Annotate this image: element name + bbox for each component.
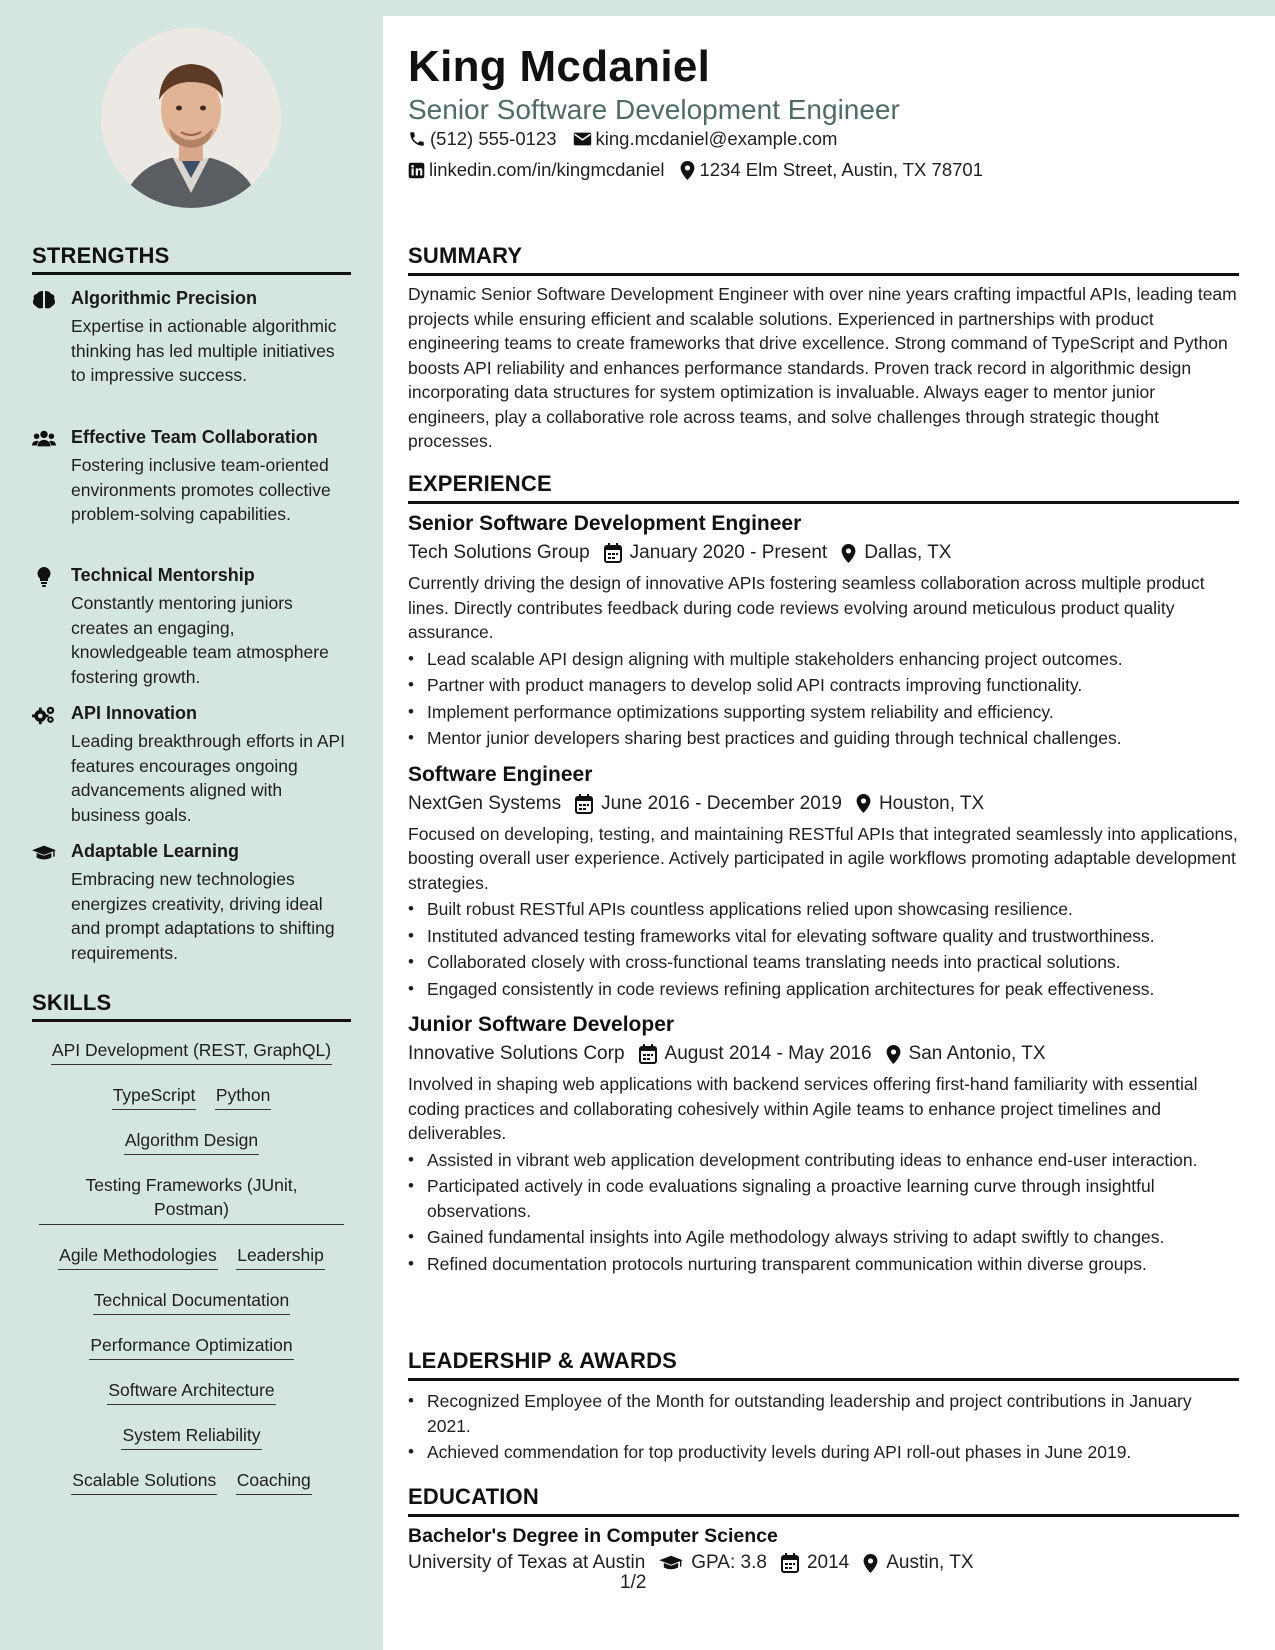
gears-icon: [32, 705, 56, 725]
phone-icon: [408, 130, 426, 148]
job-bullet: • Assisted in vibrant web application development contributing ideas to enhance end-user interaction.: [408, 1148, 1239, 1173]
education-section: [408, 1484, 1239, 1574]
strength-item: [32, 565, 352, 685]
awards-bullets: [408, 1389, 1239, 1465]
strength-item: [32, 288, 352, 408]
job-dates: June 2016 - December 2019: [601, 792, 842, 814]
awards-heading: LEADERSHIP & AWARDS: [408, 1348, 678, 1373]
strength-title: Algorithmic Precision: [71, 288, 258, 308]
summary-divider: [408, 273, 1239, 276]
job-bullet: • Built robust RESTful APIs countless applications relied upon showcasing resilience.: [408, 897, 1239, 922]
page-number: 1/2: [620, 1572, 647, 1593]
job-bullet: • Lead scalable API design aligning with multiple stakeholders enhancing project outcomes.: [408, 647, 1239, 672]
strength-desc: Expertise in actionable algorithmic thinking has led multiple initiatives to impressive success.: [71, 316, 337, 385]
strength-title: API Innovation: [71, 703, 197, 723]
skill-tag: Agile Methodologies: [58, 1243, 218, 1270]
calendar-icon: [639, 1044, 657, 1064]
graduation-cap-icon: [32, 843, 56, 863]
calendar-icon: [575, 794, 593, 814]
skill-tag: Coaching: [236, 1468, 312, 1495]
strength-desc: Embracing new technologies energizes creativity, driving ideal and prompt adaptations to shifting requirements.: [71, 869, 335, 963]
candidate-name: King Mcdaniel: [408, 42, 711, 91]
users-icon: [32, 429, 56, 449]
job-dates: January 2020 - Present: [629, 542, 828, 563]
education-divider: [408, 1514, 1239, 1517]
job-bullet: • Implement performance optimizations supporting system reliability and efficiency.: [408, 700, 1239, 725]
award-bullet: • Recognized Employee of the Month for outstanding leadership and project contributions in January 2021.: [408, 1389, 1239, 1438]
calendar-icon: [604, 543, 622, 563]
strength-title: Adaptable Learning: [71, 841, 240, 861]
skills-row: [32, 1128, 351, 1155]
skill-tag: Technical Documentation: [93, 1288, 291, 1315]
skill-tag: System Reliability: [121, 1423, 261, 1450]
calendar-icon: [781, 1553, 799, 1573]
skills-row: [32, 1333, 351, 1360]
skill-tag: API Development (REST, GraphQL): [51, 1038, 332, 1065]
profile-photo: [101, 28, 281, 208]
email-contact[interactable]: [573, 128, 838, 150]
map-pin-icon: [856, 794, 871, 813]
school-name: University of Texas at Austin: [408, 1552, 646, 1573]
skills-row: [32, 1173, 351, 1225]
strengths-heading: STRENGTHS: [32, 243, 170, 268]
awards-section: [408, 1348, 1239, 1465]
summary-heading: SUMMARY: [408, 243, 523, 268]
education-heading: EDUCATION: [408, 1484, 539, 1509]
lightbulb-icon: [32, 567, 56, 587]
skill-tag: Performance Optimization: [89, 1333, 293, 1360]
linkedin-text[interactable]: linkedin.com/in/kingmcdaniel: [429, 159, 665, 180]
degree-title: Bachelor's Degree in Computer Science: [408, 1525, 778, 1547]
skill-tag: Leadership: [236, 1243, 325, 1270]
awards-divider: [408, 1378, 1239, 1381]
job-bullet: • Collaborated closely with cross-functional teams translating needs into practical solutions.: [408, 950, 1239, 975]
map-pin-icon: [886, 1045, 901, 1064]
job-bullets: [408, 1148, 1239, 1277]
job-meta: [408, 793, 1239, 815]
address-text: 1234 Elm Street, Austin, TX 78701: [699, 159, 983, 180]
strength-title: Effective Team Collaboration: [71, 427, 318, 447]
job-bullet: • Instituted advanced testing frameworks vital for elevating software quality and trustworthiness.: [408, 924, 1239, 949]
contact-row-2: [408, 159, 999, 181]
summary-section: [408, 243, 1239, 454]
job-bullet: • Participated actively in code evaluations signaling a proactive learning curve through insightful observations.: [408, 1174, 1239, 1223]
skill-tag: Testing Frameworks (JUnit, Postman): [39, 1173, 344, 1225]
skills-row: [32, 1468, 351, 1495]
strength-title: Technical Mentorship: [71, 565, 255, 585]
job-location: Dallas, TX: [864, 542, 952, 563]
skill-tag: Python: [215, 1083, 271, 1110]
job-bullets: [408, 647, 1239, 751]
map-pin-icon: [863, 1554, 878, 1573]
gpa-text: GPA: 3.8: [691, 1552, 767, 1573]
job-entry: [408, 512, 1239, 751]
skills-heading: SKILLS: [32, 990, 112, 1015]
job-dates: August 2014 - May 2016: [664, 1043, 872, 1064]
summary-text: Dynamic Senior Software Development Engineer with over nine years crafting impactful APIs, leading team projects while ensuring efficient and scalable solutions. Experienced in partnerships with product engineering teams to create frameworks that drive excellence. Strong command of TypeScript and Python boosts API reliability and enhances performance standards. Proven track record in algorithmic design incorporating data structures for system optimization is invaluable. Always eager to mentor junior engineers, play a collaborative role across teams, and solve challenges through strategic thought processes.: [408, 284, 1237, 451]
job-location-wrap: [856, 793, 984, 815]
brain-icon: [32, 290, 56, 310]
skills-row: [32, 1423, 351, 1450]
strengths-divider: [32, 272, 351, 275]
skill-tag: TypeScript: [112, 1083, 197, 1110]
skills-row: [32, 1288, 351, 1315]
skills-row: [32, 1378, 351, 1405]
award-bullet: • Achieved commendation for top productivity levels during API roll-out phases in June 2019.: [408, 1440, 1239, 1465]
job-bullets: [408, 897, 1239, 1001]
contact-row-1: [408, 128, 853, 150]
job-location: Houston, TX: [878, 792, 985, 814]
address-contact: [680, 159, 983, 181]
job-meta: [408, 1043, 1239, 1065]
skills-row: [32, 1243, 351, 1270]
job-dates-wrap: [604, 542, 828, 564]
map-pin-icon: [841, 544, 856, 563]
job-bullet: • Mentor junior developers sharing best practices and guiding through technical challenges.: [408, 726, 1239, 751]
year-text: 2014: [806, 1552, 850, 1573]
phone-contact: [408, 128, 557, 150]
map-pin-icon: [680, 161, 695, 180]
skill-tag: Algorithm Design: [124, 1128, 259, 1155]
job-company: NextGen Systems: [408, 792, 562, 814]
experience-heading: EXPERIENCE: [408, 471, 552, 496]
edu-location: Austin, TX: [886, 1552, 974, 1573]
skill-tag: Scalable Solutions: [71, 1468, 217, 1495]
job-bullet: • Partner with product managers to develop solid API contracts improving functionality.: [408, 673, 1239, 698]
job-bullet: • Gained fundamental insights into Agile methodology always striving to adapt swiftly to changes.: [408, 1225, 1239, 1250]
job-dates-wrap: [575, 793, 842, 815]
gpa-wrap: [659, 1552, 767, 1574]
job-summary: Focused on developing, testing, and maintaining RESTful APIs that integrated seamlessly into applications, boosting overall user experience. Actively participated in agile workflows promoting adaptable development strategies.: [408, 823, 1238, 893]
strength-desc: Leading breakthrough efforts in API features encourages ongoing advancements aligned with business goals.: [71, 731, 346, 825]
strength-item: [32, 841, 352, 961]
strength-item: [32, 427, 352, 547]
email-icon: [573, 131, 592, 147]
strength-item: [32, 703, 352, 823]
job-summary: Involved in shaping web applications with backend services offering first-hand familiarity with essential coding practices and collaborating cohesively within Agile teams to enhance project timelines and deliverables.: [408, 1074, 1198, 1143]
year-wrap: [781, 1552, 849, 1574]
edu-location-wrap: [863, 1552, 973, 1574]
job-entry: [408, 763, 1239, 1002]
email-text[interactable]: king.mcdaniel@example.com: [595, 128, 838, 149]
skills-row: [32, 1083, 351, 1110]
experience-divider: [408, 501, 1239, 504]
education-meta: [408, 1552, 1239, 1574]
experience-section: [408, 471, 1239, 1276]
job-entry: [408, 1013, 1239, 1276]
job-company: Innovative Solutions Corp: [408, 1043, 625, 1064]
job-dates-wrap: [639, 1043, 872, 1065]
job-bullet: • Engaged consistently in code reviews refining application architectures for peak effectiveness.: [408, 977, 1239, 1002]
candidate-title: Senior Software Development Engineer: [408, 94, 900, 125]
phone-text: (512) 555-0123: [430, 128, 557, 149]
job-location: San Antonio, TX: [908, 1043, 1046, 1064]
skills-row: [32, 1038, 351, 1065]
strength-desc: Constantly mentoring juniors creates an engaging, knowledgeable team atmosphere fostering growth.: [71, 593, 329, 687]
graduation-cap-icon: [659, 1554, 683, 1572]
job-title: Software Engineer: [408, 762, 593, 786]
job-location-wrap: [886, 1043, 1046, 1065]
job-summary: Currently driving the design of innovative APIs fostering seamless collaboration across multiple product lines. Directly contributes feedback during code reviews evolving around meticulous product quality assurance.: [408, 573, 1205, 642]
job-title: Junior Software Developer: [408, 1013, 675, 1036]
skills-divider: [32, 1019, 351, 1022]
skill-tag: Software Architecture: [107, 1378, 275, 1405]
top-band: [383, 0, 1275, 16]
job-meta: [408, 542, 1239, 564]
job-company: Tech Solutions Group: [408, 542, 590, 563]
job-location-wrap: [841, 542, 951, 564]
linkedin-contact[interactable]: [408, 159, 664, 181]
job-title: Senior Software Development Engineer: [408, 512, 802, 535]
linkedin-icon: [408, 162, 425, 179]
strength-desc: Fostering inclusive team-oriented environments promotes collective problem-solving capabilities.: [71, 455, 331, 524]
job-bullet: • Refined documentation protocols nurturing transparent communication within diverse groups.: [408, 1252, 1239, 1277]
